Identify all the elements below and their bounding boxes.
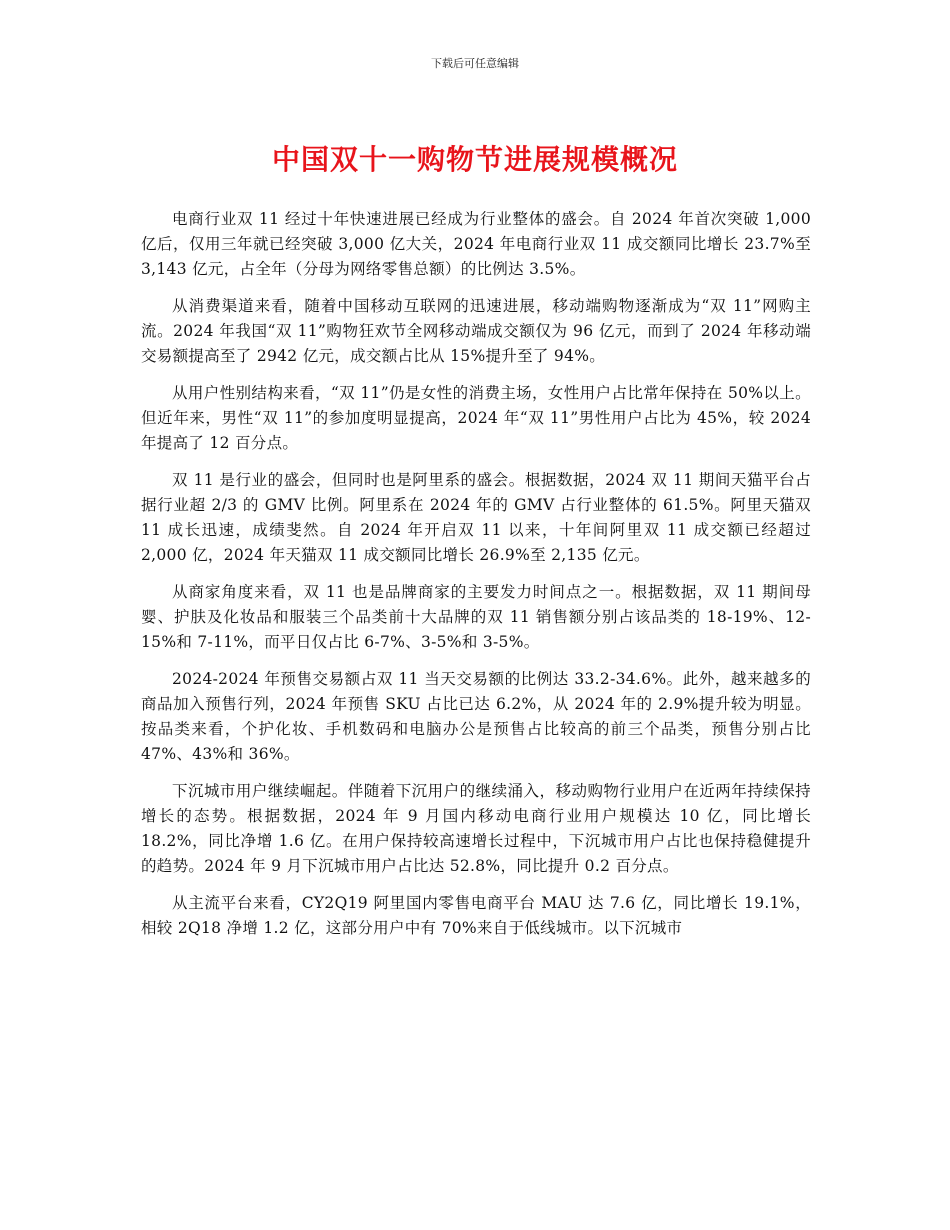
paragraph-3: 从用户性别结构来看，“双 11”仍是女性的消费主场，女性用户占比常年保持在 50%以上。但近年来，男性“双 11”的参加度明显提高，2024 年“双 11”男性用户占比为 45%，较 2024 年提高了 12 百分点。 [141,384,811,452]
paragraph-5: 从商家角度来看，双 11 也是品牌商家的主要发力时间点之一。根据数据，双 11 期间母婴、护肤及化妆品和服装三个品类前十大品牌的双 11 销售额分别占该品类的 18-19%、12-15%和 7-11%，而平日仅占比 6-7%、3-5%和 3-5%。 [141,583,811,651]
paragraph-8: 从主流平台来看，CY2Q19 阿里国内零售电商平台 MAU 达 7.6 亿，同比增长 19.1%，相较 2Q18 净增 1.2 亿，这部分用户中有 70%来自于低线城市。以下沉城市 [141,894,811,937]
paragraph-1: 电商行业双 11 经过十年快速进展已经成为行业整体的盛会。自 2024 年首次突破 1,000 亿后，仅用三年就已经突破 3,000 亿大关，2024 年电商行业双 11 成交额同比增长 23.7%至 3,143 亿元，占全年（分母为网络零售总额）的比例达 3.5%。 [141,210,811,278]
paragraph-6: 2024-2024 年预售交易额占双 11 当天交易额的比例达 33.2-34.6%。此外，越来越多的商品加入预售行列，2024 年预售 SKU 占比已达 6.2%，从 2024 年的 2.9%提升较为明显。按品类来看，个护化妆、手机数码和电脑办公是预售占比较高的前三个品类，预售分别占比 47%、43%和 36%。 [141,670,811,763]
header-note: 下载后可任意编辑 [431,57,519,70]
paragraph-2: 从消费渠道来看，随着中国移动互联网的迅速进展，移动端购物逐渐成为“双 11”网购主流。2024 年我国“双 11”购物狂欢节全网移动端成交额仅为 96 亿元，而到了 2024 年移动端交易额提高至了 2942 亿元，成交额占比从 15%提升至了 94%。 [141,297,811,365]
paragraph-4: 双 11 是行业的盛会，但同时也是阿里系的盛会。根据数据，2024 双 11 期间天猫平台占据行业超 2/3 的 GMV 比例。阿里系在 2024 年的 GMV 占行业整体的 61.5%。阿里天猫双 11 成长迅速，成绩斐然。自 2024 年开启双 11 以来，十年间阿里双 11 成交额已经超过 2,000 亿，2024 年天猫双 11 成交额同比增长 26.9%至 2,135 亿元。 [141,471,811,564]
document-body [141,207,811,953]
paragraph-7: 下沉城市用户继续崛起。伴随着下沉用户的继续涌入，移动购物行业用户在近两年持续保持增长的态势。根据数据，2024 年 9 月国内移动电商行业用户规模达 10 亿，同比增长 18.2%，同比净增 1.6 亿。在用户保持较高速增长过程中，下沉城市用户占比也保持稳健提升的趋势。2024 年 9 月下沉城市用户占比达 52.8%，同比提升 0.2 百分点。 [141,782,811,875]
document-title: 中国双十一购物节进展规模概况 [271,143,678,176]
